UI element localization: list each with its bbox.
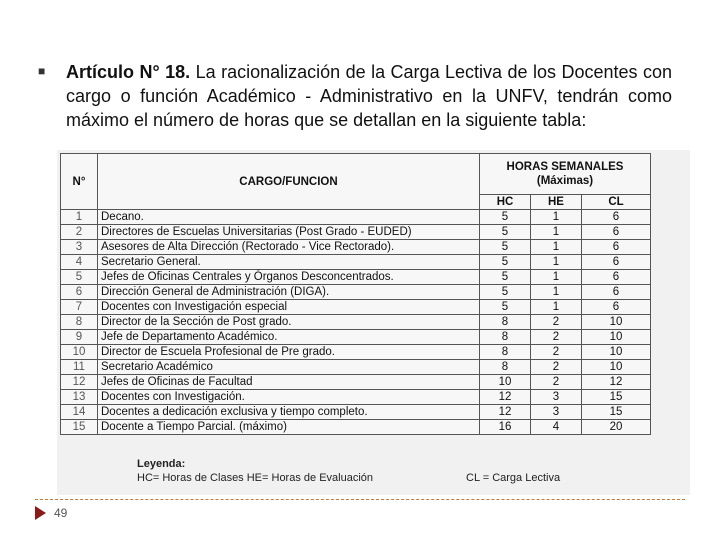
row-he: 2	[531, 330, 582, 345]
row-cl: 10	[582, 315, 651, 330]
table-row	[61, 210, 651, 225]
legend-hc-he: HC= Horas de Clases HE= Horas de Evaluación	[137, 472, 374, 484]
row-num: 6	[61, 285, 98, 300]
row-cl: 10	[582, 330, 651, 345]
row-cargo: Docentes con Investigación.	[98, 390, 480, 405]
row-cl: 6	[582, 255, 651, 270]
row-he: 1	[531, 240, 582, 255]
row-num: 8	[61, 315, 98, 330]
row-hc: 16	[480, 420, 531, 435]
row-num: 11	[61, 360, 98, 375]
table-row	[61, 225, 651, 240]
row-num: 10	[61, 345, 98, 360]
row-he: 1	[531, 210, 582, 225]
table-row	[61, 240, 651, 255]
row-num: 14	[61, 405, 98, 420]
row-hc: 5	[480, 210, 531, 225]
article-heading: Artículo N° 18.	[66, 62, 191, 82]
page-number: 49	[54, 506, 68, 520]
row-num: 4	[61, 255, 98, 270]
legend-title: Leyenda:	[137, 458, 186, 470]
header-horas	[480, 154, 651, 195]
row-cargo: Secretario General.	[98, 255, 480, 270]
row-cl: 10	[582, 360, 651, 375]
table-row	[61, 315, 651, 330]
row-cl: 6	[582, 225, 651, 240]
row-cargo: Docentes a dedicación exclusiva y tiempo completo.	[98, 405, 480, 420]
row-cl: 6	[582, 285, 651, 300]
row-hc: 12	[480, 390, 531, 405]
row-cargo: Jefes de Oficinas Centrales y Órganos Desconcentrados.	[98, 270, 480, 285]
row-hc: 5	[480, 240, 531, 255]
row-num: 15	[61, 420, 98, 435]
table-row	[61, 285, 651, 300]
row-he: 1	[531, 270, 582, 285]
table-row	[61, 375, 651, 390]
row-hc: 5	[480, 300, 531, 315]
bullet-icon: ■	[38, 64, 46, 78]
row-cargo: Docentes con Investigación especial	[98, 300, 480, 315]
row-cl: 6	[582, 300, 651, 315]
row-num: 12	[61, 375, 98, 390]
row-hc: 8	[480, 330, 531, 345]
row-num: 7	[61, 300, 98, 315]
header-cl: CL	[582, 195, 651, 210]
table-row	[61, 330, 651, 345]
row-cl: 12	[582, 375, 651, 390]
row-he: 2	[531, 375, 582, 390]
row-he: 1	[531, 285, 582, 300]
scanned-table-image	[57, 150, 690, 495]
table-row	[61, 390, 651, 405]
row-cl: 10	[582, 345, 651, 360]
row-cargo: Jefe de Departamento Académico.	[98, 330, 480, 345]
row-hc: 8	[480, 345, 531, 360]
row-he: 1	[531, 225, 582, 240]
table-row	[61, 405, 651, 420]
row-he: 2	[531, 360, 582, 375]
row-num: 13	[61, 390, 98, 405]
row-cl: 15	[582, 390, 651, 405]
row-hc: 5	[480, 255, 531, 270]
row-he: 1	[531, 255, 582, 270]
article-paragraph	[66, 60, 672, 132]
legend-cl: CL = Carga Lectiva	[466, 472, 561, 484]
row-he: 4	[531, 420, 582, 435]
row-hc: 5	[480, 270, 531, 285]
row-num: 9	[61, 330, 98, 345]
table-row	[61, 360, 651, 375]
row-hc: 12	[480, 405, 531, 420]
row-cargo: Secretario Académico	[98, 360, 480, 375]
row-cargo: Dirección General de Administración (DIGA).	[98, 285, 480, 300]
row-he: 2	[531, 315, 582, 330]
row-cl: 6	[582, 240, 651, 255]
header-hc: HC	[480, 195, 531, 210]
row-cl: 20	[582, 420, 651, 435]
hours-table	[60, 153, 651, 435]
row-num: 5	[61, 270, 98, 285]
row-cargo: Decano.	[98, 210, 480, 225]
row-cl: 6	[582, 270, 651, 285]
row-hc: 10	[480, 375, 531, 390]
row-cl: 6	[582, 210, 651, 225]
table-row	[61, 345, 651, 360]
row-he: 3	[531, 390, 582, 405]
row-cargo: Director de Escuela Profesional de Pre grado.	[98, 345, 480, 360]
header-horas-sub: (Máximas)	[536, 175, 594, 187]
row-cargo: Docente a Tiempo Parcial. (máximo)	[98, 420, 480, 435]
table-row	[61, 420, 651, 435]
table-row	[61, 255, 651, 270]
row-num: 3	[61, 240, 98, 255]
row-cargo: Asesores de Alta Dirección (Rectorado - Vice Rectorado).	[98, 240, 480, 255]
row-he: 3	[531, 405, 582, 420]
footer-divider	[35, 499, 685, 500]
row-cargo: Directores de Escuelas Universitarias (Post Grado - EUDED)	[98, 225, 480, 240]
header-num: N°	[61, 154, 98, 210]
header-cargo: CARGO/FUNCION	[98, 154, 480, 210]
row-num: 2	[61, 225, 98, 240]
header-horas-title: HORAS SEMANALES	[506, 161, 624, 173]
article-text: La racionalización de la Carga Lectiva de los Docentes con cargo o función Académico - Administrativo en la UNFV, tendrán como máximo el número de horas que se detallan en la siguiente tabla:	[66, 62, 672, 130]
triangle-icon	[35, 506, 46, 520]
row-he: 2	[531, 345, 582, 360]
row-cargo: Jefes de Oficinas de Facultad	[98, 375, 480, 390]
header-he: HE	[531, 195, 582, 210]
row-hc: 8	[480, 360, 531, 375]
row-hc: 5	[480, 225, 531, 240]
table-row	[61, 270, 651, 285]
row-hc: 8	[480, 315, 531, 330]
row-he: 1	[531, 300, 582, 315]
row-num: 1	[61, 210, 98, 225]
row-hc: 5	[480, 285, 531, 300]
row-cl: 15	[582, 405, 651, 420]
table-row	[61, 300, 651, 315]
row-cargo: Director de la Sección de Post grado.	[98, 315, 480, 330]
